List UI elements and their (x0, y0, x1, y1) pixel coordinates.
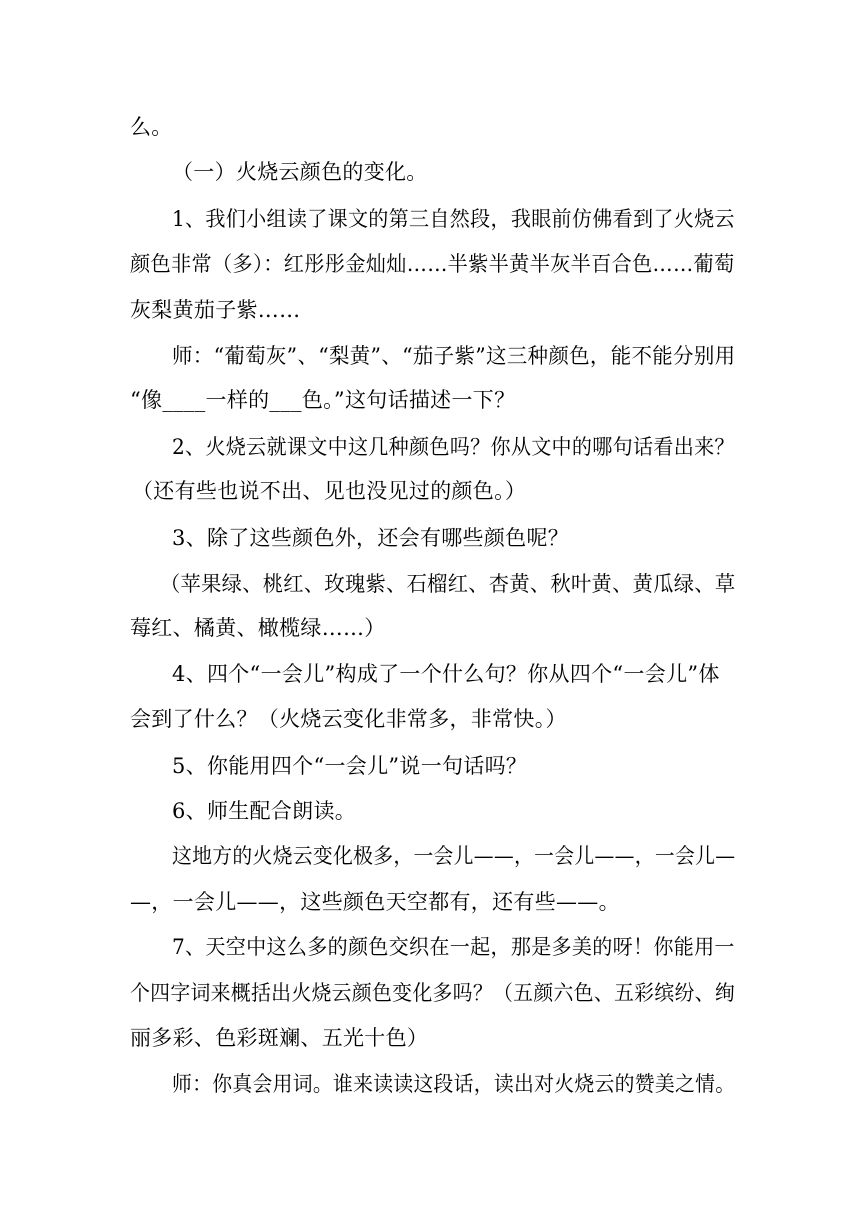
text-line: （苹果绿、桃红、玫瑰紫、石榴红、杏黄、秋叶黄、黄瓜绿、草 (160, 572, 736, 596)
text-line: （还有些也说不出、见也没见过的颜色。） (132, 479, 527, 503)
text-line: 会到了什么？（火烧云变化非常多，非常快。） (130, 707, 567, 731)
text-line: “像____一样的___色。”这句话描述一下？ (130, 388, 516, 412)
text-line: 5、你能用四个“一会儿”说一句话吗？ (172, 754, 528, 778)
text-line: 4、四个“一会儿”构成了一个什么句？你从四个“一会儿”体 (172, 662, 720, 686)
text-line: 1、我们小组读了课文的第三自然段，我眼前仿佛看到了火烧云 (172, 207, 735, 231)
section-heading: （一）火烧云颜色的变化。 (172, 160, 428, 184)
text-line: 颜色非常（多）：红彤彤金灿灿……半紫半黄半灰半百合色……葡萄 (130, 252, 735, 276)
text-line: 灰梨黄茄子紫…… (130, 298, 301, 322)
text-line: 么。 (130, 115, 173, 139)
text-line: 3、除了这些颜色外，还会有哪些颜色呢？ (172, 526, 570, 550)
text-line: 个四字词来概括出火烧云颜色变化多吗？（五颜六色、五彩缤纷、绚 (130, 981, 736, 1005)
text-line: 莓红、橘黄、橄榄绿……） (130, 616, 386, 640)
text-line: 7、天空中这么多的颜色交织在一起，那是多美的呀！你能用一 (172, 935, 735, 959)
text-line: 丽多彩、色彩斑斓、五光十色） (130, 1026, 429, 1050)
text-line: 师：你真会用词。谁来读读这段话，读出对火烧云的赞美之情。 (172, 1072, 736, 1096)
text-line: 2、火烧云就课文中这几种颜色吗？你从文中的哪句话看出来？ (172, 435, 735, 459)
text-line: 6、师生配合朗读。 (172, 799, 357, 823)
text-line: 这地方的火烧云变化极多，一会儿——，一会儿——，一会儿— (172, 844, 736, 868)
text-line: —，一会儿——，这些颜色天空都有，还有些——。 (130, 890, 620, 914)
text-line: 师：“葡萄灰”、“梨黄”、“茄子紫”这三种颜色，能不能分别用 (172, 344, 736, 368)
